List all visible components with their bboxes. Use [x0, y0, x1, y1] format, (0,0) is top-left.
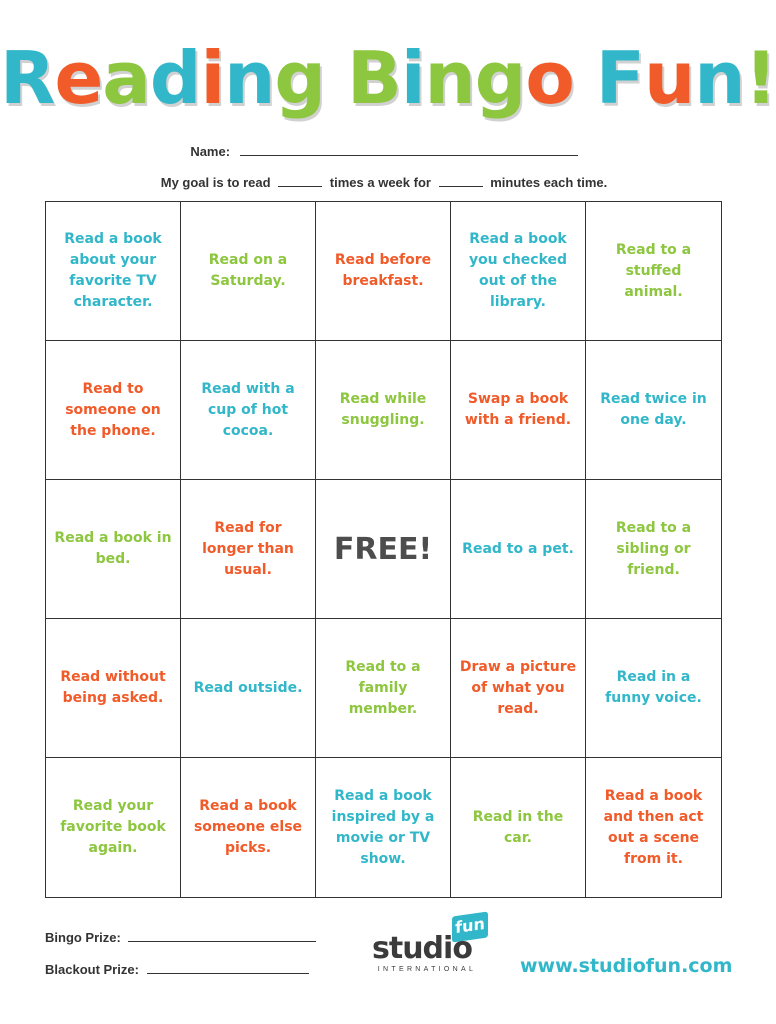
title-letter: i: [400, 36, 425, 120]
goal-text-1: My goal is to read: [160, 175, 271, 190]
bingo-cell[interactable]: Read without being asked.: [46, 619, 181, 758]
bingo-cell[interactable]: Read with a cup of hot cocoa.: [181, 341, 316, 480]
bingo-cell[interactable]: Read twice in one day.: [586, 341, 721, 480]
bingo-cell[interactable]: Read to a stuffed animal.: [586, 202, 721, 341]
blackout-prize-row: [45, 962, 309, 977]
blackout-prize-line[interactable]: [147, 973, 309, 974]
bingo-cell[interactable]: Read outside.: [181, 619, 316, 758]
website-link[interactable]: www.studiofun.com: [520, 955, 733, 977]
times-blank[interactable]: [278, 186, 322, 187]
studio-fun-logo: studio: [372, 931, 472, 966]
title-letter: n: [424, 36, 475, 120]
bingo-prize-line[interactable]: [128, 941, 316, 942]
studio-fun-logo-subtitle: INTERNATIONAL: [377, 966, 477, 973]
bingo-cell[interactable]: Read a book in bed.: [46, 480, 181, 619]
name-row: [0, 144, 768, 159]
bingo-prize-row: [45, 930, 316, 945]
title-letter: F: [595, 36, 644, 120]
bingo-cell[interactable]: Read a book inspired by a movie or TV show.: [316, 758, 451, 897]
bingo-cell[interactable]: Read to a sibling or friend.: [586, 480, 721, 619]
bingo-cell[interactable]: Read to a pet.: [451, 480, 586, 619]
bingo-cell[interactable]: Draw a picture of what you read.: [451, 619, 586, 758]
bingo-cell[interactable]: Read a book about your favorite TV character.: [46, 202, 181, 341]
page-title: [0, 36, 776, 120]
title-letter: g: [274, 36, 325, 120]
goal-row: [0, 175, 768, 190]
studio-fun-logo-tag: fun: [452, 911, 488, 942]
title-letter: R: [0, 36, 55, 120]
bingo-cell[interactable]: Read in the car.: [451, 758, 586, 897]
bingo-cell[interactable]: Read in a funny voice.: [586, 619, 721, 758]
blackout-prize-label: Blackout Prize:: [45, 962, 139, 977]
name-line[interactable]: [240, 155, 578, 156]
bingo-cell[interactable]: Swap a book with a friend.: [451, 341, 586, 480]
bingo-cell[interactable]: Read for longer than usual.: [181, 480, 316, 619]
minutes-blank[interactable]: [439, 186, 483, 187]
bingo-prize-label: Bingo Prize:: [45, 930, 121, 945]
title-letter: u: [643, 36, 695, 120]
bingo-cell[interactable]: Read your favorite book again.: [46, 758, 181, 897]
name-label: Name:: [190, 144, 231, 159]
bingo-cell[interactable]: Read while snuggling.: [316, 341, 451, 480]
free-space-cell[interactable]: FREE!: [316, 480, 451, 619]
title-letter: !: [744, 36, 776, 120]
title-letter: n: [694, 36, 745, 120]
bingo-cell[interactable]: Read to a family member.: [316, 619, 451, 758]
bingo-cell[interactable]: Read on a Saturday.: [181, 202, 316, 341]
title-letter: i: [200, 36, 225, 120]
title-letter: g: [474, 36, 526, 120]
bingo-cell[interactable]: Read before breakfast.: [316, 202, 451, 341]
title-letter: n: [224, 36, 275, 120]
goal-text-3: minutes each time.: [490, 175, 608, 190]
bingo-cell[interactable]: Read a book someone else picks.: [181, 758, 316, 897]
title-letter: a: [102, 36, 150, 120]
bingo-cell[interactable]: Read a book and then act out a scene from it.: [603, 787, 704, 867]
title-letter: B: [346, 36, 401, 120]
bingo-grid: [45, 201, 722, 898]
bingo-cell[interactable]: Read a book you checked out of the library.: [451, 202, 586, 341]
title-letter: d: [149, 36, 201, 120]
goal-text-2: times a week for: [329, 175, 431, 190]
title-letter: o: [525, 36, 574, 120]
bingo-cell[interactable]: Read to someone on the phone.: [46, 341, 181, 480]
title-letter: e: [54, 36, 103, 120]
